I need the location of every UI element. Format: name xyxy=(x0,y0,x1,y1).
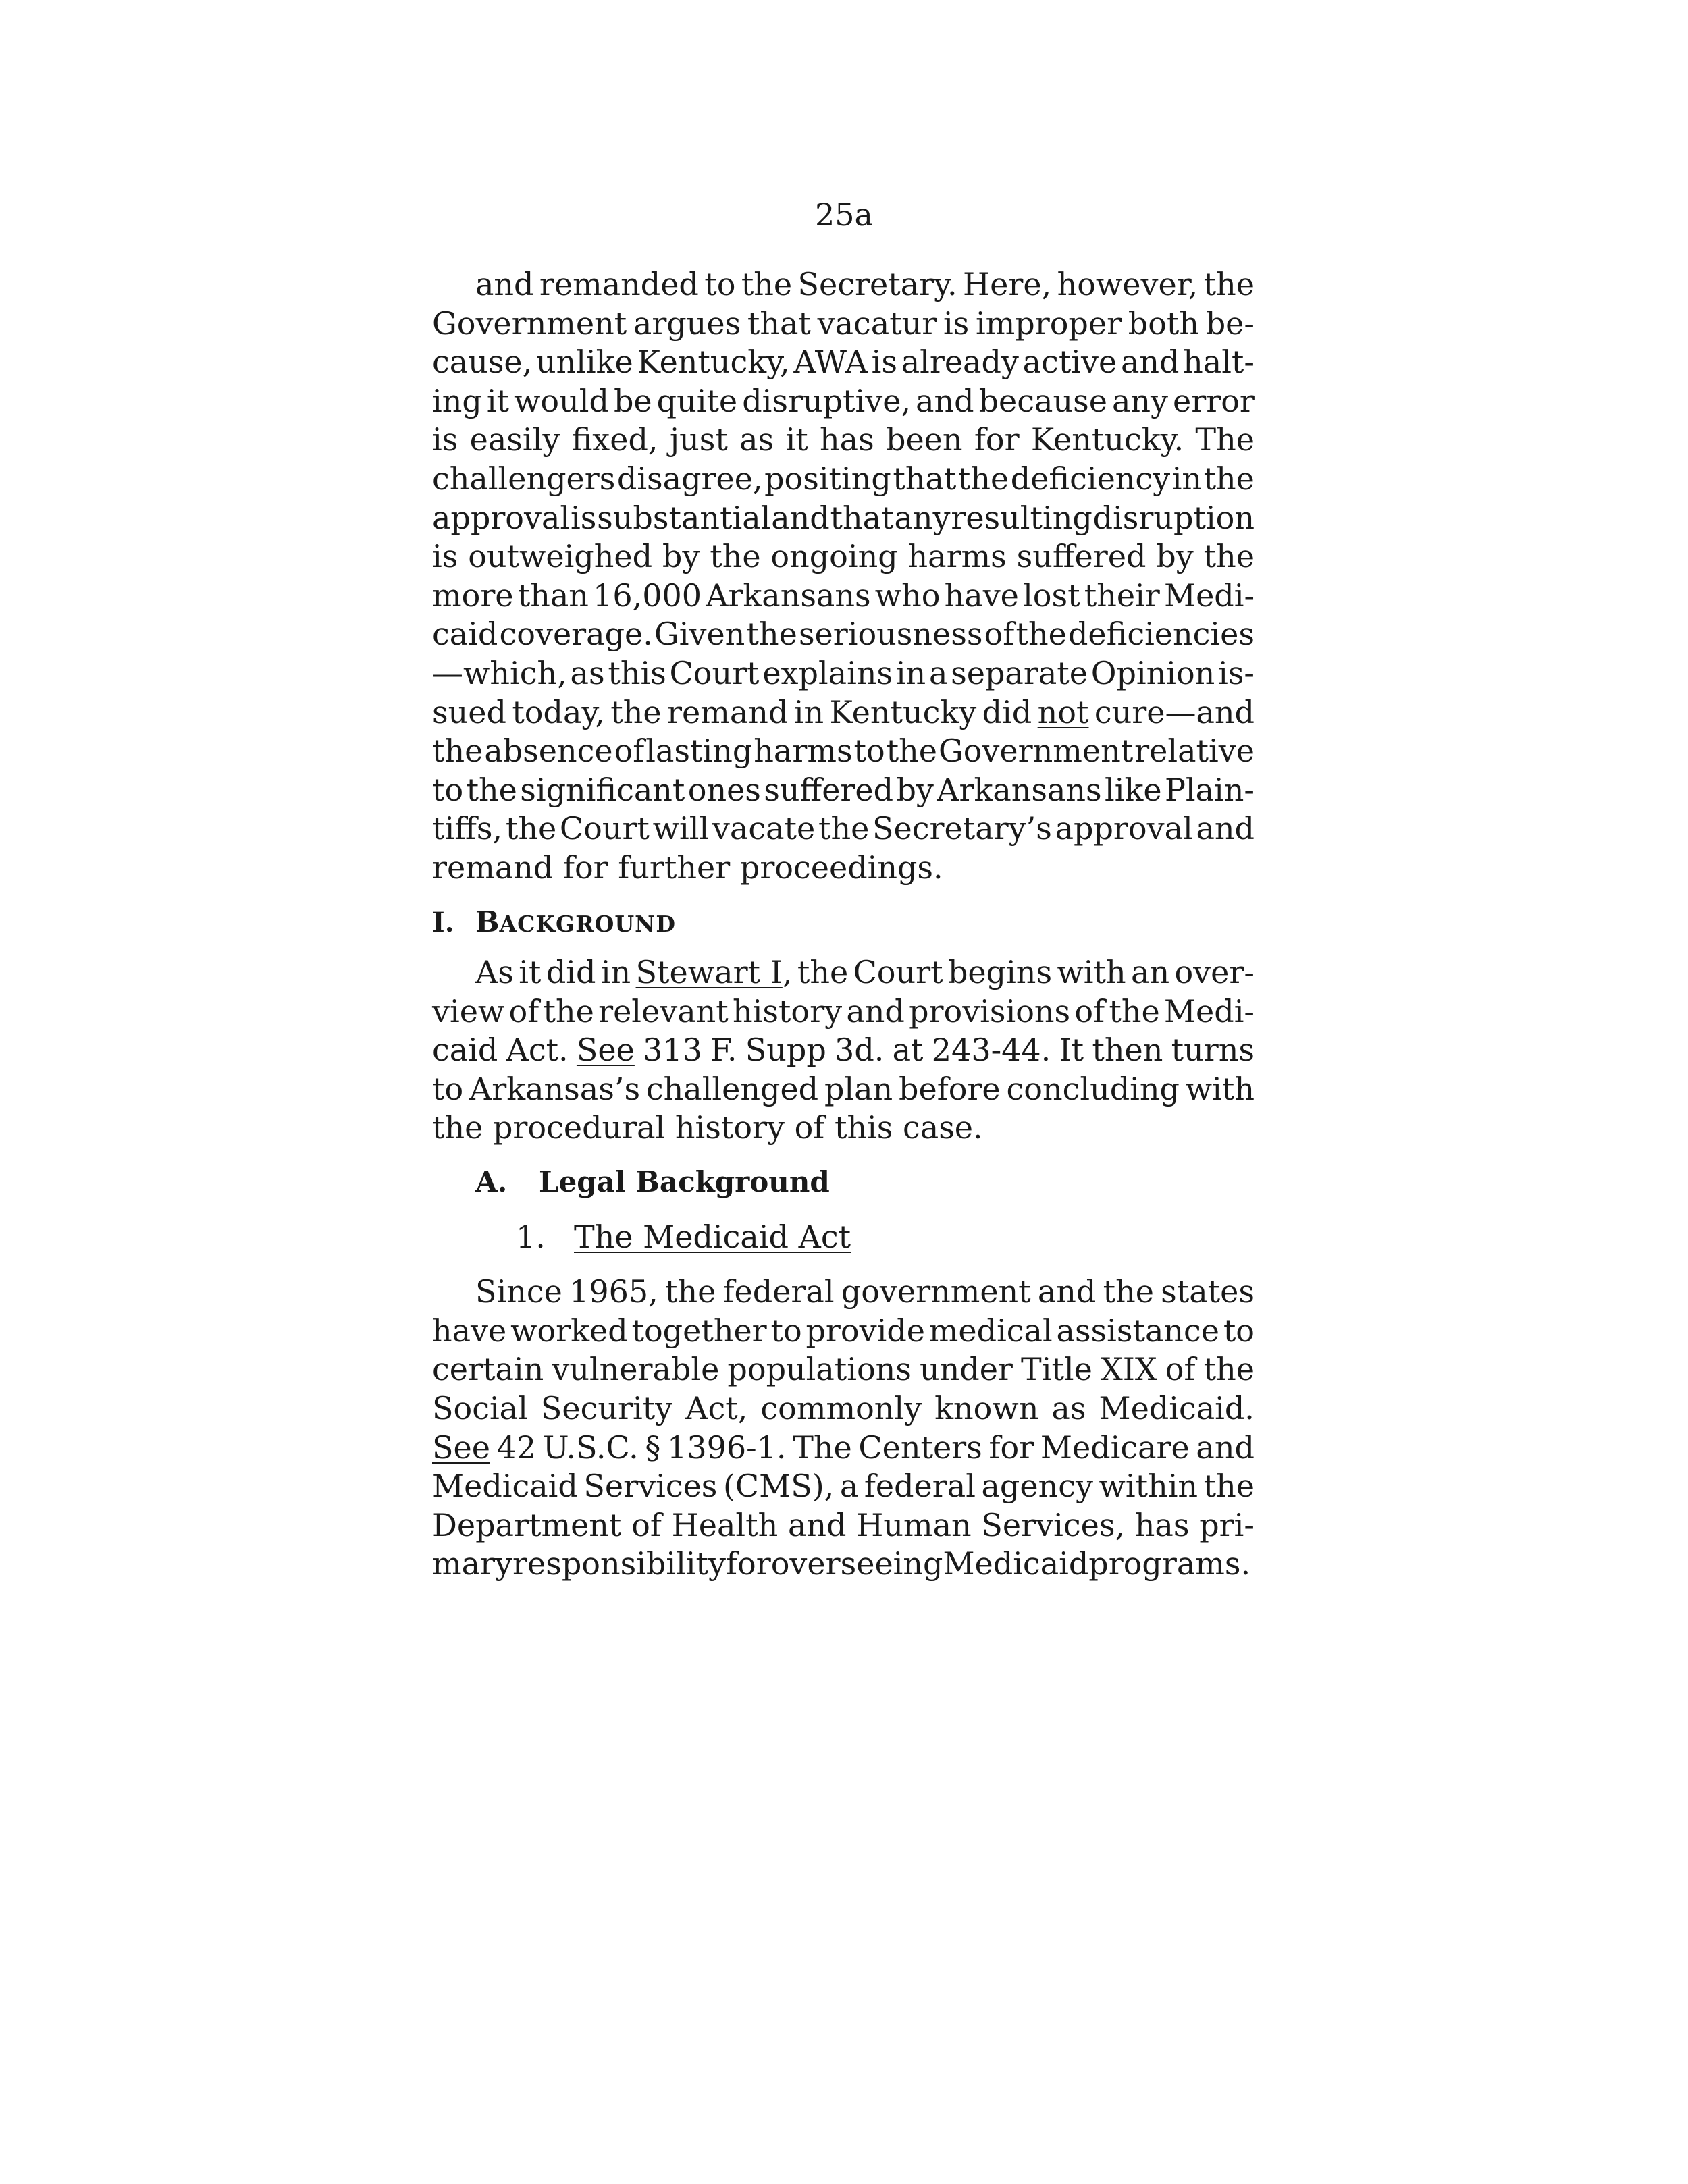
word: 243-44. xyxy=(931,1032,1051,1069)
word: did xyxy=(982,693,1032,730)
text-line xyxy=(432,1070,1255,1109)
subsection-number: A. xyxy=(475,1165,508,1199)
word: F. xyxy=(710,1032,737,1069)
word: the xyxy=(432,733,483,770)
text-line xyxy=(432,992,1255,1032)
word: XIX xyxy=(1100,1351,1157,1388)
paragraph xyxy=(432,953,1255,1148)
word: of xyxy=(984,616,1015,653)
word: suffered xyxy=(764,771,894,808)
word: Court xyxy=(853,954,943,991)
word: plan xyxy=(824,1070,893,1107)
word: a xyxy=(928,654,948,691)
word: Health xyxy=(671,1506,779,1543)
word: deficiency xyxy=(1010,460,1171,497)
word: absence xyxy=(484,733,613,770)
word: to xyxy=(432,771,464,808)
word: has xyxy=(1134,1506,1190,1543)
word: by xyxy=(662,538,700,575)
word: the xyxy=(610,693,662,730)
word: challengers xyxy=(432,460,616,497)
word: disruption xyxy=(1092,499,1255,536)
word: federal xyxy=(864,1468,976,1505)
word: the xyxy=(1203,1468,1255,1505)
text-line xyxy=(432,1109,1255,1148)
word: history xyxy=(732,992,843,1030)
word: this xyxy=(608,654,666,691)
word: coverage. xyxy=(499,616,653,653)
word: Services xyxy=(583,1468,718,1505)
word: a xyxy=(839,1468,859,1505)
word: remand xyxy=(667,693,789,730)
text-line xyxy=(432,537,1255,577)
word: ongoing xyxy=(770,538,898,575)
word: seriousness xyxy=(798,616,983,653)
word: Opinion xyxy=(1090,654,1215,691)
word: deficiencies xyxy=(1067,616,1255,653)
word: assistance xyxy=(1056,1312,1219,1349)
text-line xyxy=(432,1389,1255,1429)
word: Government xyxy=(938,733,1134,770)
word: not xyxy=(1037,693,1089,730)
text-line xyxy=(432,953,1255,992)
word: as xyxy=(570,654,605,691)
word: caid xyxy=(432,616,498,653)
word: commonly xyxy=(760,1390,922,1427)
word: Stewart I, xyxy=(635,954,793,991)
text-line xyxy=(432,1506,1255,1545)
word: Arkansans xyxy=(937,771,1102,808)
word: and xyxy=(1120,344,1180,381)
word: of xyxy=(508,992,539,1030)
word: the xyxy=(746,616,797,653)
word: significant xyxy=(520,771,685,808)
text-line xyxy=(432,460,1255,499)
word: The xyxy=(1195,421,1255,458)
word: has xyxy=(820,421,874,458)
word: outweighed xyxy=(468,538,653,575)
word: Medi- xyxy=(1163,992,1255,1030)
word: caid xyxy=(432,1032,498,1069)
opinion-text xyxy=(432,265,1255,1584)
word: who xyxy=(874,577,941,614)
word: Human xyxy=(856,1506,972,1543)
word: that xyxy=(747,304,811,342)
word: Social xyxy=(432,1390,528,1427)
word: view xyxy=(432,992,505,1030)
word: the xyxy=(741,266,793,302)
word: to xyxy=(704,266,736,302)
word: AWA xyxy=(793,344,868,381)
word: Act. xyxy=(506,1032,569,1069)
word: with xyxy=(1185,1070,1255,1107)
word: the xyxy=(1203,538,1255,575)
subsection-title: Legal Background xyxy=(539,1165,830,1199)
word: of xyxy=(1074,992,1105,1030)
word: Act, xyxy=(685,1390,748,1427)
word: have xyxy=(432,1312,507,1349)
word: like xyxy=(1105,771,1162,808)
word: government xyxy=(841,1273,1031,1310)
word: fixed, xyxy=(571,421,658,458)
word: remand for further proceedings. xyxy=(432,849,943,886)
word: cure—and xyxy=(1094,693,1255,730)
text-line xyxy=(432,499,1255,538)
text-line xyxy=(432,771,1255,810)
word: agency xyxy=(981,1468,1093,1505)
word: is xyxy=(943,304,970,342)
text-line xyxy=(432,849,1255,888)
word: tiffs, xyxy=(432,810,503,847)
word: than xyxy=(517,577,589,614)
word: resulting xyxy=(951,499,1092,536)
text-line xyxy=(432,304,1255,344)
word: both xyxy=(1128,304,1200,342)
word: the xyxy=(797,954,849,991)
word: the xyxy=(710,538,761,575)
word: the xyxy=(1203,460,1255,497)
word: the xyxy=(1103,1273,1154,1310)
word: 313 xyxy=(643,1032,702,1069)
word: concluding xyxy=(1006,1070,1180,1107)
word: substantial xyxy=(597,499,771,536)
word: Arkansans xyxy=(706,577,871,614)
word: Given xyxy=(654,616,745,653)
word: with xyxy=(1057,954,1126,991)
word: and xyxy=(846,992,905,1030)
word: that xyxy=(893,460,957,497)
word: by xyxy=(896,771,934,808)
word: Supp xyxy=(745,1032,826,1069)
subsubsection-title: The Medicaid Act xyxy=(574,1218,851,1255)
word: Department xyxy=(432,1506,622,1543)
word: turns xyxy=(1171,1032,1255,1069)
word: and xyxy=(771,499,830,536)
word: the xyxy=(466,771,517,808)
word: § xyxy=(645,1429,661,1466)
word: the procedural history of this case. xyxy=(432,1109,983,1146)
word: Kentucky. xyxy=(1030,421,1184,458)
word: did xyxy=(546,954,596,991)
word: the xyxy=(505,810,557,847)
word: argues xyxy=(633,304,741,342)
word: to xyxy=(1223,1312,1255,1349)
word: any xyxy=(894,499,951,536)
word: at xyxy=(892,1032,924,1069)
word: approval xyxy=(432,499,571,536)
word: provide xyxy=(806,1312,925,1349)
word: Medicare xyxy=(1040,1429,1190,1466)
word: medical xyxy=(928,1312,1053,1349)
word: as xyxy=(1051,1390,1086,1427)
word: Arkansas’s xyxy=(469,1070,641,1107)
word: in xyxy=(1171,460,1203,497)
word: before xyxy=(899,1070,1001,1107)
word: within xyxy=(1099,1468,1198,1505)
word: improper xyxy=(975,304,1122,342)
word: ing xyxy=(432,382,482,419)
word: an xyxy=(1131,954,1170,991)
word: to xyxy=(770,1312,802,1349)
word: for xyxy=(974,421,1020,458)
word: See xyxy=(432,1429,490,1466)
word: Government xyxy=(432,304,627,342)
word: overseeing xyxy=(770,1545,943,1582)
word: the xyxy=(957,460,1009,497)
text-line xyxy=(432,1429,1255,1468)
section-title: BACKGROUND xyxy=(475,905,676,938)
word: the xyxy=(1203,266,1255,302)
text-line xyxy=(432,693,1255,733)
word: lasting xyxy=(645,733,753,770)
word: pri- xyxy=(1199,1506,1255,1543)
word: it xyxy=(519,954,542,991)
word: under xyxy=(920,1351,1013,1388)
word: is xyxy=(570,499,597,536)
section-number: I. xyxy=(432,906,454,938)
word: it xyxy=(785,421,808,458)
word: disagree, xyxy=(616,460,763,497)
text-line xyxy=(432,1273,1255,1312)
word: Here, xyxy=(963,266,1052,302)
page-number: 25a xyxy=(815,196,873,233)
word: in xyxy=(793,693,824,730)
text-line xyxy=(432,1467,1255,1506)
word: Plain- xyxy=(1164,771,1255,808)
text-line xyxy=(432,577,1255,616)
word: responsibility xyxy=(512,1545,726,1582)
word: and xyxy=(1196,810,1255,847)
word: because xyxy=(978,382,1107,419)
word: would xyxy=(514,382,609,419)
subsubsection-heading-medicaid-act xyxy=(432,1218,1255,1257)
word: certain xyxy=(432,1351,544,1388)
subsubsection-number: 1. xyxy=(516,1218,546,1255)
word: —which, xyxy=(432,654,567,691)
word: in xyxy=(600,954,631,991)
section-heading-background xyxy=(432,903,1255,942)
word: the xyxy=(1016,616,1067,653)
word: Title xyxy=(1021,1351,1092,1388)
word: to xyxy=(432,1070,464,1107)
word: quite xyxy=(656,382,738,419)
text-line xyxy=(432,265,1255,304)
word: been xyxy=(886,421,963,458)
word: just xyxy=(669,421,728,458)
word: explains xyxy=(762,654,893,691)
word: 1396-1. xyxy=(667,1429,787,1466)
word: approval xyxy=(1055,810,1193,847)
word: the xyxy=(1203,1351,1255,1388)
word: Security xyxy=(540,1390,673,1427)
word: be xyxy=(613,382,652,419)
word: any xyxy=(1111,382,1168,419)
word: lost xyxy=(1023,577,1080,614)
word: Medicaid. xyxy=(1099,1390,1255,1427)
word: is xyxy=(871,344,897,381)
word: Kentucky xyxy=(829,693,977,730)
paragraph xyxy=(432,1273,1255,1584)
word: in xyxy=(895,654,926,691)
word: unlike xyxy=(535,344,633,381)
text-line xyxy=(432,615,1255,654)
word: today, xyxy=(512,693,605,730)
text-line xyxy=(432,382,1255,421)
word: Since xyxy=(475,1273,562,1310)
word: ones xyxy=(687,771,761,808)
word: 1965, xyxy=(569,1273,658,1310)
word: of xyxy=(614,733,645,770)
word: be- xyxy=(1205,304,1255,342)
word: error xyxy=(1173,382,1255,419)
word: halt- xyxy=(1183,344,1255,381)
word: disruptive, xyxy=(742,382,912,419)
paragraph xyxy=(432,265,1255,888)
word: states xyxy=(1161,1273,1255,1310)
word: and xyxy=(1037,1273,1097,1310)
text-line xyxy=(432,1312,1255,1351)
word: of xyxy=(631,1506,662,1543)
word: programs. xyxy=(1088,1545,1251,1582)
word: the xyxy=(818,810,870,847)
text-line xyxy=(432,1031,1255,1070)
word: federal xyxy=(722,1273,835,1310)
word: harms xyxy=(754,733,853,770)
word: remanded xyxy=(539,266,699,302)
word: then xyxy=(1092,1032,1163,1069)
word: the xyxy=(1109,992,1160,1030)
word: vacate xyxy=(712,810,816,847)
word: known xyxy=(934,1390,1039,1427)
word: that xyxy=(830,499,894,536)
text-line xyxy=(432,809,1255,849)
word: vacatur xyxy=(817,304,937,342)
text-line xyxy=(432,654,1255,693)
word: more xyxy=(432,577,514,614)
word: and xyxy=(475,266,534,302)
word: sued xyxy=(432,693,506,730)
word: the xyxy=(543,992,594,1030)
subsection-heading-legal-background xyxy=(432,1163,1255,1202)
word: Secretary. xyxy=(797,266,957,302)
word: Kentucky, xyxy=(637,344,790,381)
word: the xyxy=(886,733,938,770)
word: Secretary’s xyxy=(872,810,1052,847)
word: worked xyxy=(510,1312,628,1349)
word: already xyxy=(901,344,1019,381)
word: See xyxy=(576,1032,635,1069)
word: Services, xyxy=(981,1506,1126,1543)
word: 16,000 xyxy=(593,577,702,614)
word: their xyxy=(1084,577,1160,614)
word: Medi- xyxy=(1163,577,1255,614)
word: populations xyxy=(727,1351,912,1388)
word: as xyxy=(739,421,774,458)
word: harms xyxy=(907,538,1007,575)
word: active xyxy=(1022,344,1117,381)
word: over- xyxy=(1174,954,1255,991)
word: the xyxy=(664,1273,716,1310)
word: vulnerable xyxy=(552,1351,720,1388)
text-line xyxy=(432,421,1255,460)
word: separate xyxy=(951,654,1088,691)
word: is xyxy=(432,421,458,458)
word: and xyxy=(916,382,974,419)
word: mary xyxy=(432,1545,513,1582)
word: cause, xyxy=(432,344,533,381)
word: however, xyxy=(1057,266,1198,302)
text-line xyxy=(432,1350,1255,1389)
word: begins xyxy=(947,954,1053,991)
word: by xyxy=(1156,538,1194,575)
word: suffered xyxy=(1016,538,1146,575)
text-line xyxy=(432,1545,1255,1584)
word: together xyxy=(631,1312,767,1349)
word: have xyxy=(944,577,1019,614)
word: It xyxy=(1059,1032,1084,1069)
word: will xyxy=(652,810,710,847)
word: Court xyxy=(669,654,760,691)
word: for xyxy=(988,1429,1034,1466)
word: (CMS), xyxy=(722,1468,835,1505)
word: As xyxy=(475,954,514,991)
word: is xyxy=(432,538,458,575)
word: easily xyxy=(469,421,560,458)
word: and xyxy=(1196,1429,1255,1466)
word: challenged xyxy=(645,1070,819,1107)
word: of xyxy=(1165,1351,1196,1388)
word: is- xyxy=(1218,654,1255,691)
word: relevant xyxy=(598,992,729,1030)
word: to xyxy=(853,733,885,770)
word: 3d. xyxy=(835,1032,885,1069)
word: Court xyxy=(559,810,650,847)
word: Medicaid xyxy=(432,1468,578,1505)
text-line xyxy=(432,732,1255,771)
word: Centers xyxy=(858,1429,982,1466)
word: it xyxy=(486,382,510,419)
word: for xyxy=(726,1545,771,1582)
word: The xyxy=(793,1429,852,1466)
word: 42 xyxy=(496,1429,537,1466)
word: and xyxy=(787,1506,847,1543)
word: provisions xyxy=(909,992,1071,1030)
text-line xyxy=(432,343,1255,382)
word: positing xyxy=(764,460,891,497)
word: U.S.C. xyxy=(542,1429,639,1466)
word: relative xyxy=(1134,733,1255,770)
word: Medicaid xyxy=(943,1545,1089,1582)
